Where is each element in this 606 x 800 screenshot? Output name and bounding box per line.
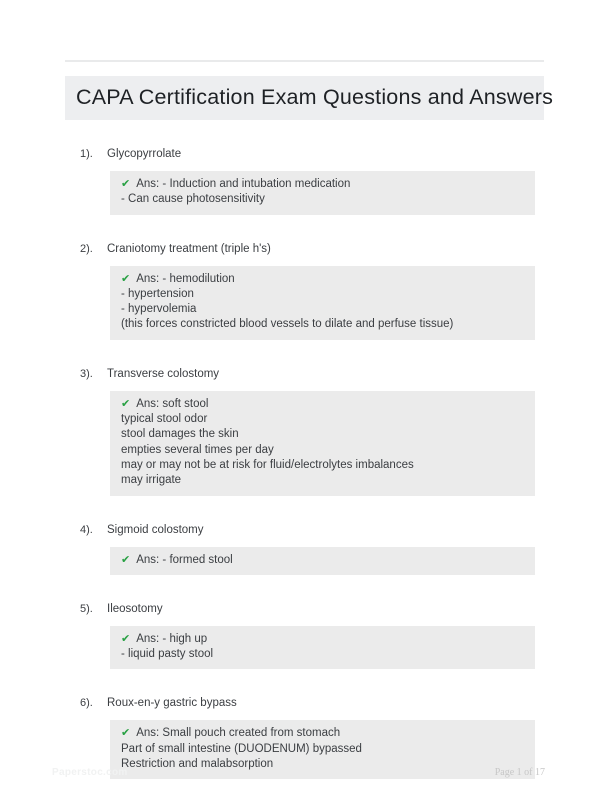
page-content xyxy=(0,60,606,779)
answer-text: Ans: - Induction and intubation medication xyxy=(136,178,351,190)
answer-first-line xyxy=(121,397,524,412)
answer-line: - hypertension xyxy=(121,287,194,300)
answer-first-line xyxy=(121,632,524,647)
check-icon: ✔ xyxy=(121,727,131,740)
question-row xyxy=(65,243,544,255)
questions-list xyxy=(65,148,544,779)
question-row xyxy=(65,148,544,160)
answer-line: stool damages the skin xyxy=(121,428,239,441)
question-text: Roux-en-y gastric bypass xyxy=(107,697,237,710)
page-number: Page 1 of 17 xyxy=(494,767,545,778)
answer-line: Restriction and malabsorption xyxy=(121,758,274,771)
answer-text: Ans: - formed stool xyxy=(136,553,233,566)
answer-first-line xyxy=(121,177,524,192)
question-text: Glycopyrrolate xyxy=(107,148,182,160)
answer-line: empties several times per day xyxy=(121,443,274,456)
watermark-text: Paperstoc.com xyxy=(52,767,128,778)
question-number: 1). xyxy=(80,148,93,160)
question-text: Craniotomy treatment (triple h's) xyxy=(107,242,271,255)
answer-first-line xyxy=(121,272,524,287)
question-text: Transverse colostomy xyxy=(107,367,220,380)
question-row xyxy=(65,524,544,536)
question-number: 2). xyxy=(80,242,93,255)
question-row xyxy=(65,603,544,615)
answer-first-line xyxy=(121,553,524,568)
check-icon: ✔ xyxy=(121,178,131,190)
question-block xyxy=(65,368,544,496)
question-number: 6). xyxy=(80,697,93,710)
answer-box xyxy=(110,626,535,670)
question-row xyxy=(65,697,544,709)
answer-line: - Can cause photosensitivity xyxy=(121,193,265,206)
question-number: 5). xyxy=(80,602,93,615)
answer-first-line xyxy=(121,726,524,741)
check-icon: ✔ xyxy=(121,397,131,410)
answer-text: Ans: Small pouch created from stomach xyxy=(136,727,341,740)
answer-box xyxy=(110,171,535,215)
answer-box xyxy=(110,547,535,575)
question-block xyxy=(65,243,544,340)
check-icon: ✔ xyxy=(121,632,131,645)
answer-text: Ans: soft stool xyxy=(136,397,209,410)
answer-line: Part of small intestine (DUODENUM) bypassed xyxy=(121,742,362,755)
answer-line: may irrigate xyxy=(121,474,182,487)
answer-line: typical stool odor xyxy=(121,413,208,426)
check-icon: ✔ xyxy=(121,272,131,285)
question-text: Ileosotomy xyxy=(107,602,163,615)
answer-line: - hypervolemia xyxy=(121,303,197,316)
question-number: 3). xyxy=(80,367,93,380)
question-text: Sigmoid colostomy xyxy=(107,523,204,536)
page-title: CAPA Certification Exam Questions and Answers xyxy=(65,76,544,120)
question-block xyxy=(65,148,544,215)
answer-line: - liquid pasty stool xyxy=(121,648,214,661)
check-icon: ✔ xyxy=(121,553,131,566)
question-number: 4). xyxy=(80,523,93,536)
question-block xyxy=(65,524,544,575)
answer-text: Ans: - high up xyxy=(136,632,208,645)
question-block xyxy=(65,603,544,670)
answer-box xyxy=(110,266,535,340)
answer-box xyxy=(110,391,535,496)
question-row xyxy=(65,368,544,380)
answer-line: may or may not be at risk for fluid/electrolytes imbalances xyxy=(121,458,414,471)
answer-line: (this forces constricted blood vessels to dilate and perfuse tissue) xyxy=(121,318,454,331)
answer-text: Ans: - hemodilution xyxy=(136,272,235,285)
page-footer xyxy=(0,767,606,778)
top-divider xyxy=(65,60,544,62)
